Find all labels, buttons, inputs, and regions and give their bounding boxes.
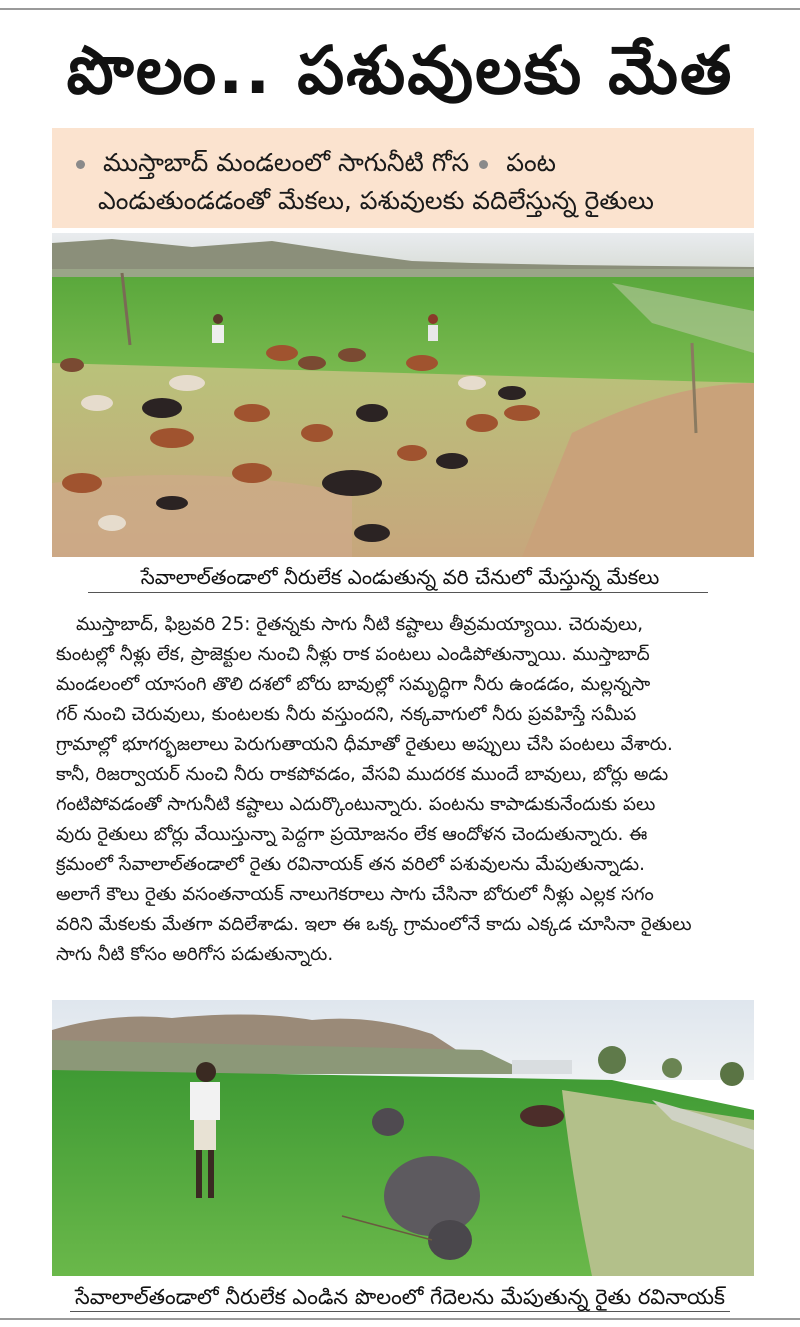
body-line: గ్రామాల్లో భూగర్భజలాలు పెరుగుతాయని ధీమాతో రైతులు అప్పులు చేసి పంటలు వేశారు. [56,734,673,755]
top-rule [0,8,800,10]
subhead-point-1: ముస్తాబాద్ మండలంలో సాగునీటి గోస [103,148,470,177]
body-line: క్రమంలో సేవాలాల్‌తండాలో రైతు రవినాయక్ తన వరిలో పశువులను మేపుతున్నాడు. [56,854,645,875]
photo1-caption: సేవాలాల్‌తండాలో నీరులేక ఎండుతున్న వరి చేనులో మేస్తున్న మేకలు [140,565,660,589]
body-line: కానీ, రిజర్వాయర్ నుంచి నీరు రాకపోవడం, వేసవి ముదరక ముందే బావులు, బోర్లు అడు [56,764,669,785]
body-line: ముస్తాబాద్, ఫిబ్రవరి 25: రైతన్నకు సాగు నీటి కష్టాలు తీవ్రమయ్యాయి. చెరువులు, [76,614,644,635]
subhead-line-2: ఎండుతుండడంతో మేకలు, పశువులకు వదిలేస్తున్న రైతులు [98,186,654,215]
bottom-rule [0,1318,800,1320]
photo2-caption: సేవాలాల్‌తండాలో నీరులేక ఎండిన పొలంలో గేదెలను మేపుతున్న రైతు రవినాయక్ [74,1285,725,1309]
subhead-box [52,128,754,228]
body-line: అలాగే కౌలు రైతు వసంతనాయక్ నాలుగెకరాలు సాగు చేసినా బోరులో నీళ్లు ఎల్లక సగం [56,884,654,905]
body-line: గర్ నుంచి చెరువులు, కుంటలకు నీరు వస్తుందని, నక్కవాగులో నీరు ప్రవహిస్తే సమీప [56,704,637,725]
body-line: వురు రైతులు బోర్లు వేయిస్తున్నా పెద్దగా ప్రయోజనం లేక ఆందోళన చెందుతున్నారు. ఈ [56,824,648,845]
body-line: కుంటల్లో నీళ్లు లేక, ప్రాజెక్టుల నుంచి నీళ్లు రాక పంటలు ఎండిపోతున్నాయి. ముస్తాబాద్ [56,644,650,665]
subhead-line-1 [66,146,556,180]
bullet-icon [76,160,85,169]
body-line: సాగు నీటి కోసం అరిగోస పడుతున్నారు. [56,944,334,965]
caption-rule [88,592,708,593]
subhead-point-2: పంట [506,148,556,177]
article-body [56,610,756,970]
headline: పొలం.. పశువులకు మేత [66,32,734,109]
bullet-icon [479,160,488,169]
goats-in-paddy-photo [52,233,754,557]
buffaloes-in-field-photo [52,1000,754,1276]
body-line: గంటిపోవడంతో సాగునీటి కష్టాలు ఎదుర్కొంటున్నారు. పంటను కాపాడుకునేందుకు పలు [56,794,656,815]
body-line: మండలంలో యాసంగి తొలి దశలో బోరు బావుల్లో సమృద్ధిగా నీరు ఉండడం, మల్లన్నసా [56,674,651,695]
caption-rule [70,1311,730,1312]
body-line: వరిని మేకలకు మేతగా వదిలేశాడు. ఇలా ఈ ఒక్క గ్రామంలోనే కాదు ఎక్కడ చూసినా రైతులు [56,914,692,935]
